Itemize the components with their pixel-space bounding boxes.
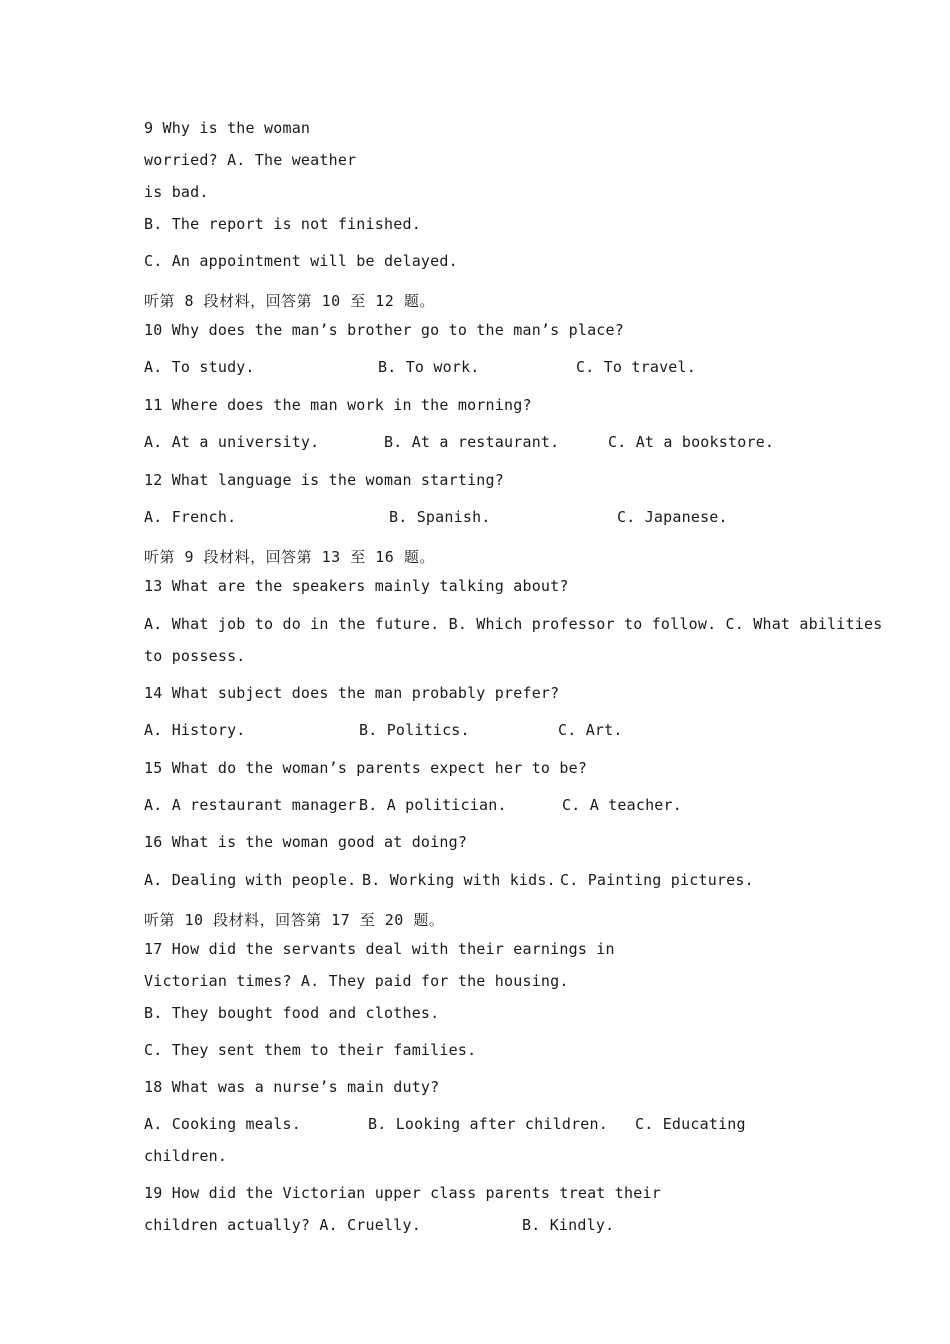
q18-option-a: A. Cooking meals. [144,1115,301,1133]
section-heading-10: 听第 10 段材料，回答第 17 至 20 题。 [144,911,445,929]
q11-text: 11 Where does the man work in the morning? [144,396,532,414]
q14-option-b: B. Politics. [359,721,470,739]
q10-option-b: B. To work. [378,358,480,376]
section-heading-9: 听第 9 段材料，回答第 13 至 16 题。 [144,548,435,566]
q12-option-b: B. Spanish. [389,508,491,526]
q11-option-b: B. At a restaurant. [384,433,560,451]
q14-option-a: A. History. [144,721,246,739]
q10-option-a: A. To study. [144,358,255,376]
q9-option-c: C. An appointment will be delayed. [144,252,458,270]
q9-option-b: B. The report is not finished. [144,215,421,233]
q18-option-c: C. Educating [635,1115,746,1133]
q14-text: 14 What subject does the man probably prefer? [144,684,560,702]
q17-option-c: C. They sent them to their families. [144,1041,477,1059]
q14-option-c: C. Art. [558,721,623,739]
q17-line-1: 17 How did the servants deal with their earnings in [144,940,615,958]
q9-line-2: worried? A. The weather [144,151,357,169]
q18-text: 18 What was a nurse’s main duty? [144,1078,440,1096]
q13-options-line-2: to possess. [144,647,246,665]
q10-text: 10 Why does the man’s brother go to the man’s place? [144,321,624,339]
q18-option-b: B. Looking after children. [368,1115,608,1133]
q15-option-b: B. A politician. [359,796,507,814]
q16-option-b: B. Working with kids. [362,871,556,889]
q19-line-1: 19 How did the Victorian upper class parents treat their [144,1184,661,1202]
q16-option-a: A. Dealing with people. [144,871,357,889]
q13-text: 13 What are the speakers mainly talking about? [144,577,569,595]
q10-option-c: C. To travel. [576,358,696,376]
q15-option-c: C. A teacher. [562,796,682,814]
q15-option-a: A. A restaurant manager. [144,796,366,814]
q9-line-3: is bad. [144,183,209,201]
q15-text: 15 What do the woman’s parents expect her to be? [144,759,588,777]
q11-option-c: C. At a bookstore. [608,433,775,451]
q17-option-b: B. They bought food and clothes. [144,1004,440,1022]
q11-option-a: A. At a university. [144,433,320,451]
q12-option-a: A. French. [144,508,237,526]
section-heading-8: 听第 8 段材料，回答第 10 至 12 题。 [144,292,435,310]
q9-line-1: 9 Why is the woman [144,119,311,137]
q19-option-b: B. Kindly. [522,1216,615,1234]
q17-line-2: Victorian times? A. They paid for the housing. [144,972,569,990]
q13-options-line-1: A. What job to do in the future. B. Which professor to follow. C. What abilities [144,615,883,633]
q18-option-c-cont: children. [144,1147,228,1165]
q16-text: 16 What is the woman good at doing? [144,833,468,851]
q19-line-2: children actually? A. Cruelly. [144,1216,421,1234]
q16-option-c: C. Painting pictures. [560,871,754,889]
q12-text: 12 What language is the woman starting? [144,471,504,489]
q12-option-c: C. Japanese. [617,508,728,526]
